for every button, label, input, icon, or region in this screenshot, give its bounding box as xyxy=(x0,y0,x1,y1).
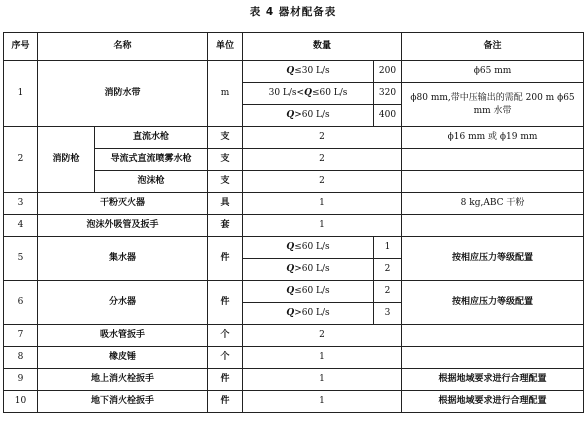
qty-cell: 1 xyxy=(243,215,402,237)
note-cell: ϕ80 mm,带中压输出的需配 200 m ϕ65 mm 水带 xyxy=(402,83,584,127)
note-cell: 按相应压力等级配置 xyxy=(402,237,584,281)
table-row xyxy=(4,215,584,237)
unit-cell: 件 xyxy=(208,237,243,281)
note-cell: ϕ65 mm xyxy=(402,61,584,83)
table-row xyxy=(4,391,584,413)
condition-cell: Q≤30 L/s xyxy=(243,61,374,83)
unit-cell: 支 xyxy=(208,149,243,171)
name-cell: 干粉灭火器 xyxy=(38,193,208,215)
qty-cell: 2 xyxy=(374,281,402,303)
seq-cell: 3 xyxy=(4,193,38,215)
seq-cell: 6 xyxy=(4,281,38,325)
qty-cell: 1 xyxy=(243,391,402,413)
name-cell: 分水器 xyxy=(38,281,208,325)
table-row xyxy=(4,369,584,391)
header-note: 备注 xyxy=(402,33,584,61)
note-cell: 根据地域要求进行合理配置 xyxy=(402,391,584,413)
name-cell: 地下消火栓扳手 xyxy=(38,391,208,413)
seq-cell: 7 xyxy=(4,325,38,347)
note-cell: 根据地域要求进行合理配置 xyxy=(402,369,584,391)
equipment-table xyxy=(3,32,584,413)
name-cell: 泡沫枪 xyxy=(95,171,208,193)
condition-cell: Q>60 L/s xyxy=(243,105,374,127)
seq-cell: 1 xyxy=(4,61,38,127)
qty-cell: 2 xyxy=(243,127,402,149)
unit-cell: 套 xyxy=(208,215,243,237)
unit-cell: 个 xyxy=(208,347,243,369)
name-cell: 地上消火栓扳手 xyxy=(38,369,208,391)
condition-cell: Q>60 L/s xyxy=(243,259,374,281)
note-cell xyxy=(402,347,584,369)
seq-cell: 2 xyxy=(4,127,38,193)
header-row xyxy=(4,33,584,61)
note-cell: ϕ16 mm 或 ϕ19 mm xyxy=(402,127,584,149)
qty-cell: 1 xyxy=(243,347,402,369)
qty-cell: 2 xyxy=(243,171,402,193)
header-name: 名称 xyxy=(38,33,208,61)
name-cell: 直流水枪 xyxy=(95,127,208,149)
qty-cell: 2 xyxy=(243,325,402,347)
seq-cell: 5 xyxy=(4,237,38,281)
note-cell xyxy=(402,325,584,347)
note-cell: 8 kg,ABC 干粉 xyxy=(402,193,584,215)
table-row xyxy=(4,281,584,303)
qty-cell: 200 xyxy=(374,61,402,83)
table-row xyxy=(4,61,584,83)
qty-cell: 320 xyxy=(374,83,402,105)
qty-cell: 3 xyxy=(374,303,402,325)
qty-cell: 2 xyxy=(243,149,402,171)
condition-cell: Q≤60 L/s xyxy=(243,237,374,259)
name-cell: 橡皮锤 xyxy=(38,347,208,369)
seq-cell: 4 xyxy=(4,215,38,237)
seq-cell: 10 xyxy=(4,391,38,413)
note-cell xyxy=(402,171,584,193)
table-row xyxy=(4,237,584,259)
unit-cell: 支 xyxy=(208,171,243,193)
unit-cell: 支 xyxy=(208,127,243,149)
seq-cell: 9 xyxy=(4,369,38,391)
qty-cell: 1 xyxy=(243,369,402,391)
unit-cell: 个 xyxy=(208,325,243,347)
name-cell: 消防水带 xyxy=(38,61,208,127)
name-cell: 导流式直流喷雾水枪 xyxy=(95,149,208,171)
unit-cell: m xyxy=(208,61,243,127)
table-row xyxy=(4,325,584,347)
header-unit: 单位 xyxy=(208,33,243,61)
name-cell: 吸水管扳手 xyxy=(38,325,208,347)
table-row xyxy=(4,127,584,149)
unit-cell: 具 xyxy=(208,193,243,215)
seq-cell: 8 xyxy=(4,347,38,369)
condition-cell: Q>60 L/s xyxy=(243,303,374,325)
name-cell: 集水器 xyxy=(38,237,208,281)
table-title: 表 4 器材配备表 xyxy=(249,6,337,18)
qty-cell: 1 xyxy=(374,237,402,259)
note-cell xyxy=(402,149,584,171)
table-row xyxy=(4,193,584,215)
header-qty: 数量 xyxy=(243,33,402,61)
qty-cell: 400 xyxy=(374,105,402,127)
note-cell xyxy=(402,215,584,237)
table-row xyxy=(4,347,584,369)
unit-cell: 件 xyxy=(208,391,243,413)
condition-cell: 30 L/s<Q≤60 L/s xyxy=(243,83,374,105)
note-cell: 按相应压力等级配置 xyxy=(402,281,584,325)
condition-cell: Q≤60 L/s xyxy=(243,281,374,303)
group-cell: 消防枪 xyxy=(38,127,95,193)
qty-cell: 1 xyxy=(243,193,402,215)
unit-cell: 件 xyxy=(208,281,243,325)
qty-cell: 2 xyxy=(374,259,402,281)
unit-cell: 件 xyxy=(208,369,243,391)
header-seq: 序号 xyxy=(4,33,38,61)
name-cell: 泡沫外吸管及扳手 xyxy=(38,215,208,237)
